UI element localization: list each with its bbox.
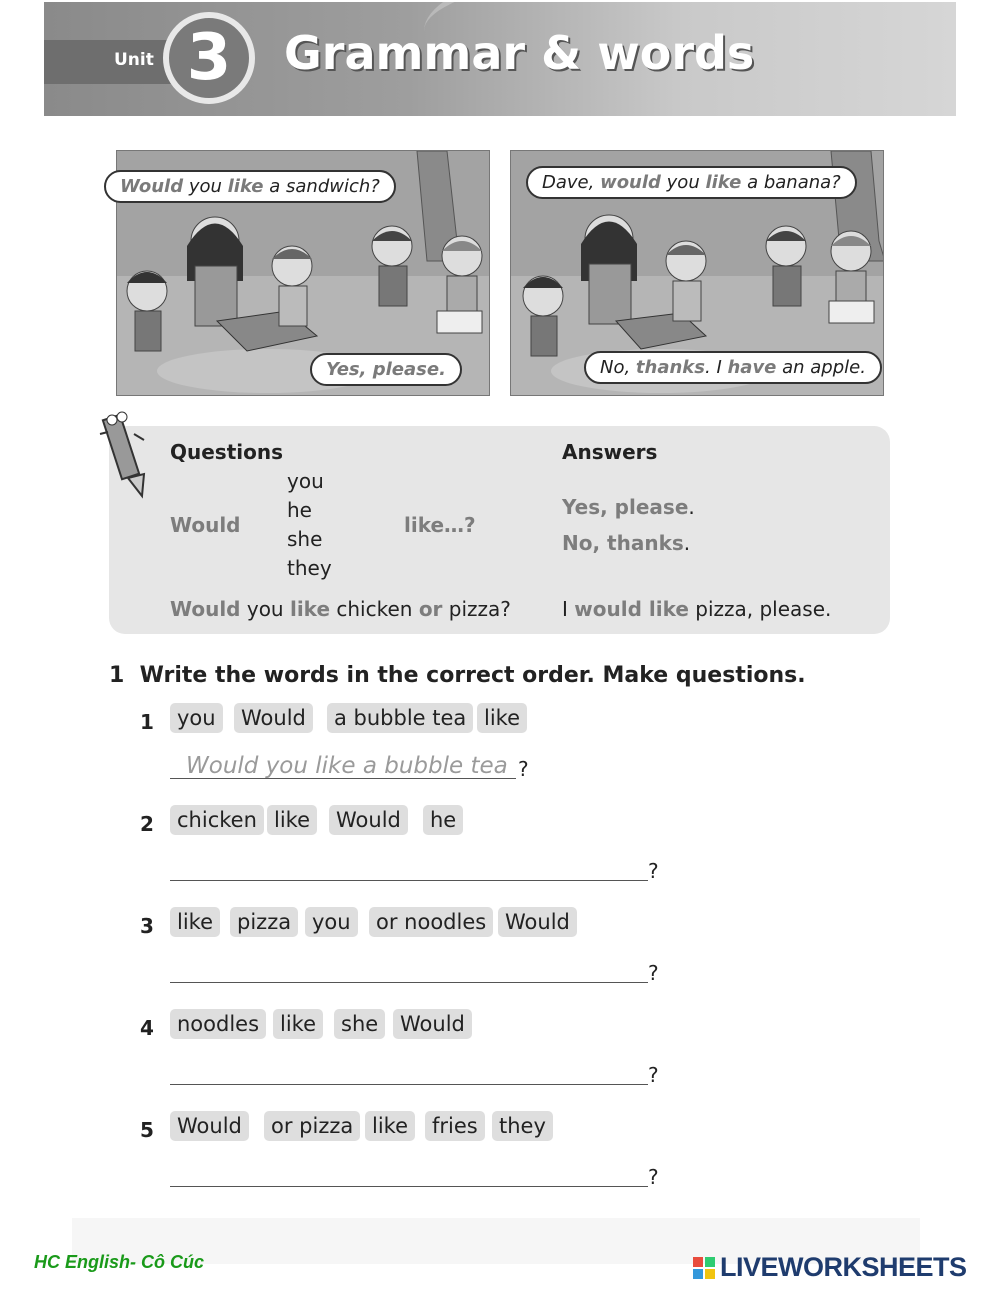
example-question (170, 597, 511, 621)
bubble-word: No, (600, 357, 636, 378)
answers-heading: Answers (562, 440, 658, 464)
item-number-5: 5 (140, 1118, 154, 1142)
speech-bubble-dave-banana (526, 166, 857, 199)
speech-bubble-would-you-like-sandwich (104, 170, 396, 203)
word-chip[interactable]: chicken (170, 805, 264, 835)
unit-number: 3 (186, 21, 232, 95)
answer-line-3[interactable] (170, 982, 648, 983)
brand-name[interactable]: LIVEWORKSHEETS (720, 1252, 967, 1282)
example-word: would like (574, 597, 689, 621)
word-chip[interactable]: fries (425, 1111, 485, 1141)
pronoun-you: you (287, 469, 324, 493)
item-number-3: 3 (140, 914, 154, 938)
example-word: chicken (330, 597, 419, 621)
word-chip[interactable]: Would (393, 1009, 472, 1039)
word-chip[interactable]: pizza (230, 907, 298, 937)
example-word: Would (170, 597, 241, 621)
speech-bubble-yes-please: Yes, please. (310, 353, 462, 386)
page-title: Grammar & words (284, 26, 755, 80)
bubble-word: a banana? (741, 172, 841, 193)
example-word: pizza? (442, 597, 511, 621)
bubble-word: a sandwich? (263, 176, 380, 197)
exercise-number: 1 (109, 663, 125, 688)
answer-text: Yes, please (562, 495, 689, 519)
word-chip[interactable]: Would (234, 703, 313, 733)
answer-yes-please (562, 495, 695, 519)
word-chip[interactable]: like (170, 907, 220, 937)
example-word: I (562, 597, 575, 621)
word-chip[interactable]: like (477, 703, 527, 733)
speech-bubble-no-thanks (584, 351, 882, 384)
word-chip[interactable]: like (273, 1009, 323, 1039)
answer-line-4[interactable] (170, 1084, 648, 1085)
word-chip[interactable]: or noodles (369, 907, 493, 937)
word-chip[interactable]: Would (498, 907, 577, 937)
item-number-1: 1 (140, 710, 154, 734)
like-question-label: like…? (404, 513, 476, 537)
would-label: Would (170, 513, 241, 537)
answer-punct: . (688, 495, 695, 519)
word-chip[interactable]: noodles (170, 1009, 266, 1039)
bubble-word: an apple. (776, 357, 866, 378)
word-chip[interactable]: you (170, 703, 223, 733)
item-number-4: 4 (140, 1016, 154, 1040)
example-answer (562, 597, 831, 621)
bubble-word: like (227, 176, 264, 197)
question-mark: ? (648, 961, 659, 985)
answer-field-1[interactable]: Would you like a bubble tea (186, 753, 508, 779)
example-word: or (418, 597, 443, 621)
example-word: you (240, 597, 290, 621)
word-chip[interactable]: like (267, 805, 317, 835)
question-mark: ? (648, 859, 659, 883)
answer-line-2[interactable] (170, 880, 648, 881)
bubble-word: you (183, 176, 228, 197)
bubble-word: . I (705, 357, 728, 378)
pencil-mascot-icon (98, 404, 150, 500)
pronoun-he: he (287, 498, 312, 522)
example-word: pizza, please. (688, 597, 832, 621)
word-chip[interactable]: you (305, 907, 358, 937)
pronoun-she: she (287, 527, 323, 551)
bubble-word: you (660, 172, 706, 193)
word-chip[interactable]: or pizza (264, 1111, 360, 1141)
bubble-word: have (727, 357, 777, 378)
item-number-2: 2 (140, 812, 154, 836)
word-chip[interactable]: she (334, 1009, 385, 1039)
pronoun-they: they (287, 556, 332, 580)
word-chip[interactable]: they (492, 1111, 553, 1141)
liveworksheets-logo-icon (693, 1257, 715, 1279)
bubble-word: thanks (635, 357, 705, 378)
answer-line-1 (170, 778, 516, 779)
unit-label: Unit (114, 50, 154, 70)
question-mark: ? (518, 757, 529, 781)
word-chip[interactable]: Would (170, 1111, 249, 1141)
answer-punct: . (683, 531, 691, 555)
exercise-instruction (109, 663, 806, 688)
word-chip[interactable]: like (365, 1111, 415, 1141)
author-credit: HC English- Cô Cúc (34, 1252, 204, 1272)
answer-line-5[interactable] (170, 1186, 648, 1187)
instruction-text: Write the words in the correct order. Make questions. (139, 663, 806, 688)
bubble-word: Would (120, 176, 184, 197)
example-word: like (289, 597, 331, 621)
question-mark: ? (648, 1165, 659, 1189)
answer-no-thanks (562, 531, 690, 555)
bubble-word: like (705, 172, 742, 193)
word-chip[interactable]: a bubble tea (327, 703, 473, 733)
answer-text: No, thanks (562, 531, 684, 555)
word-chip[interactable]: he (423, 805, 463, 835)
bubble-word: would (600, 172, 661, 193)
question-mark: ? (648, 1063, 659, 1087)
questions-heading: Questions (170, 440, 284, 464)
word-chip[interactable]: Would (329, 805, 408, 835)
bubble-word: Dave, (542, 172, 601, 193)
